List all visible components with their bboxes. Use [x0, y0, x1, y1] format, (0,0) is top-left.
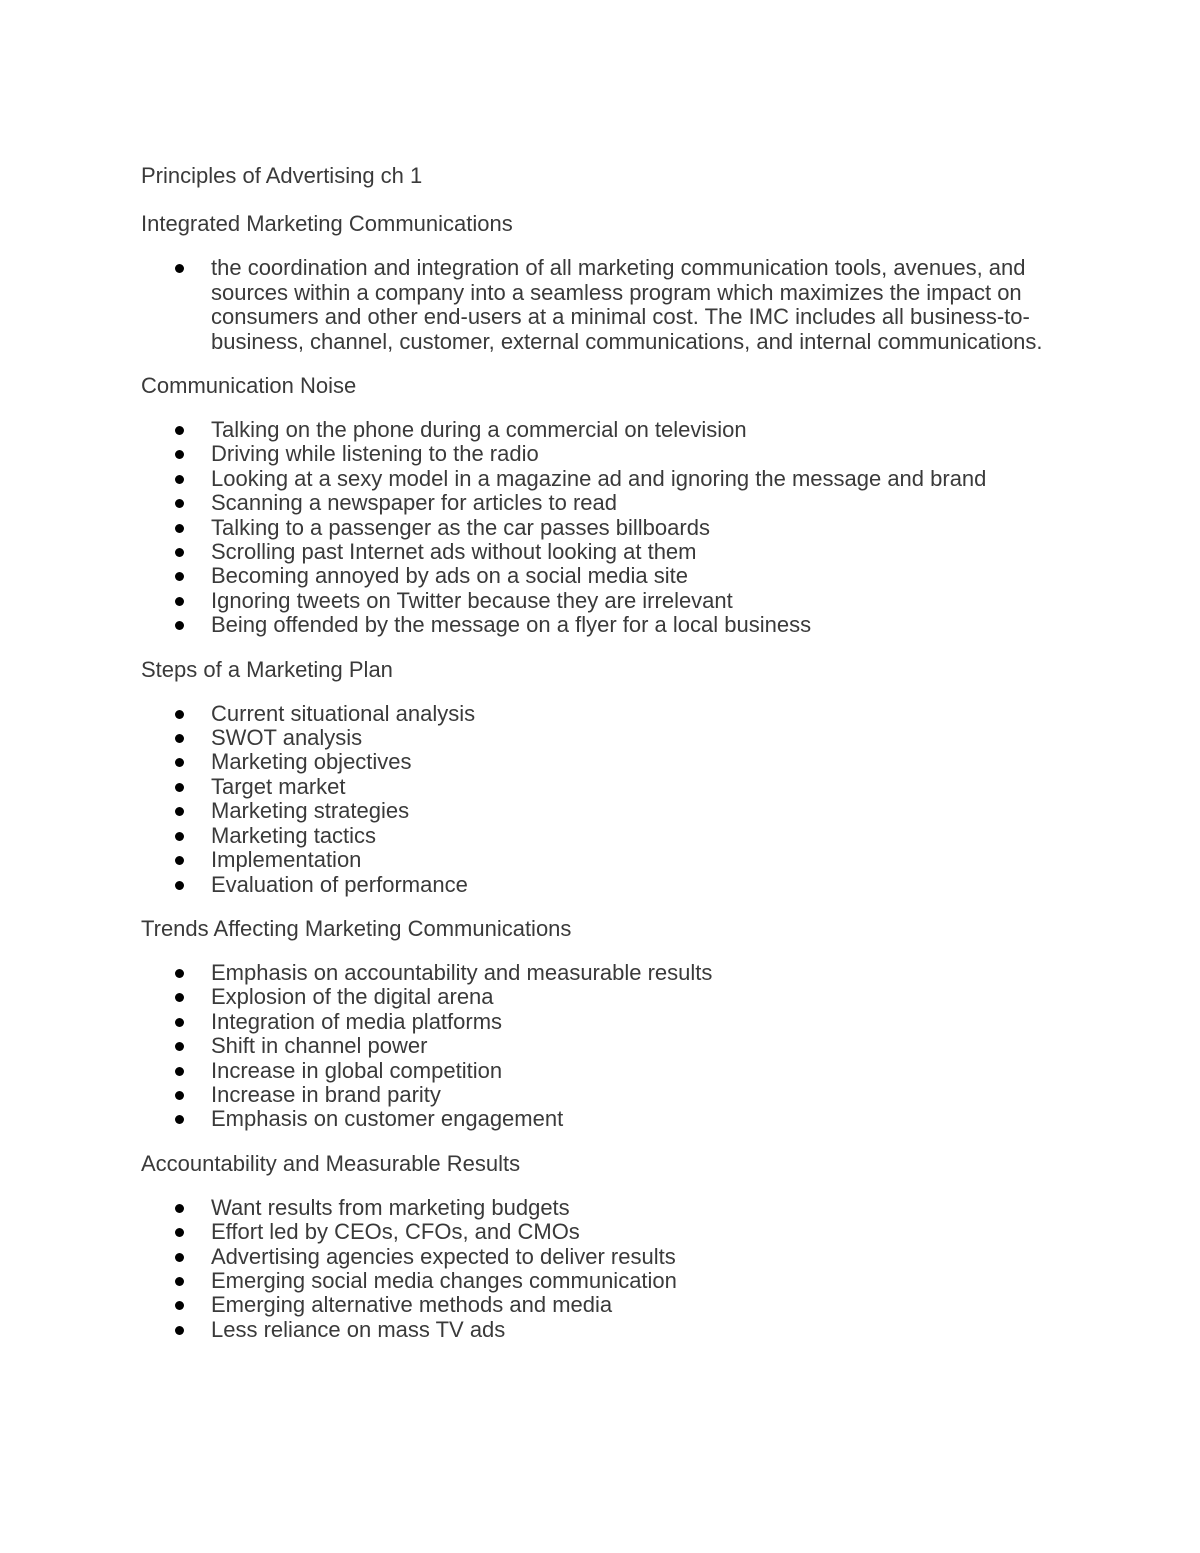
- list-item-text: Talking to a passenger as the car passes billboards: [211, 514, 710, 540]
- section-heading: Integrated Marketing Communications: [141, 211, 513, 236]
- list-item: [141, 1293, 1081, 1317]
- list-item-text: Want results from marketing budgets: [211, 1194, 570, 1220]
- bullet-list: [141, 418, 1081, 638]
- bullet-icon: [175, 734, 184, 743]
- list-item: [141, 873, 1081, 897]
- list-item: [141, 1245, 1081, 1269]
- list-item-text: Shift in channel power: [211, 1033, 428, 1059]
- list-item: [141, 516, 1081, 540]
- list-item-text: Emphasis on accountability and measurable results: [211, 959, 713, 985]
- list-item-text: Ignoring tweets on Twitter because they are irrelevant: [211, 587, 733, 613]
- list-item-text: Less reliance on mass TV ads: [211, 1316, 506, 1342]
- list-item: [141, 985, 1081, 1009]
- list-item: [141, 824, 1081, 848]
- bullet-icon: [175, 1115, 184, 1124]
- list-item: [141, 848, 1081, 872]
- list-item: [141, 1010, 1081, 1034]
- list-item-text: Implementation: [211, 847, 362, 873]
- list-item-text: Scanning a newspaper for articles to read: [211, 490, 618, 516]
- list-item: [141, 1059, 1081, 1083]
- list-item-text: Integration of media platforms: [211, 1008, 503, 1034]
- document-section: [141, 208, 1081, 354]
- list-item-text: Emphasis on customer engagement: [211, 1106, 564, 1132]
- bullet-icon: [175, 807, 184, 816]
- bullet-icon: [175, 475, 184, 484]
- list-item-text: Becoming annoyed by ads on a social media site: [211, 563, 688, 589]
- list-item: [141, 702, 1081, 726]
- bullet-icon: [175, 450, 184, 459]
- list-item: [141, 1083, 1081, 1107]
- list-item-text: Effort led by CEOs, CFOs, and CMOs: [211, 1219, 580, 1245]
- list-item-text: Being offended by the message on a flyer for a local business: [211, 612, 812, 638]
- bullet-icon: [175, 597, 184, 606]
- bullet-icon: [175, 710, 184, 719]
- list-item: [141, 418, 1081, 442]
- list-item: [141, 961, 1081, 985]
- list-item-text: Current situational analysis: [211, 700, 476, 726]
- bullet-icon: [175, 758, 184, 767]
- list-item-text: Talking on the phone during a commercial on television: [211, 417, 747, 442]
- list-item: [141, 775, 1081, 799]
- bullet-icon: [175, 499, 184, 508]
- bullet-icon: [175, 572, 184, 581]
- document-section: [141, 1148, 1081, 1342]
- list-item: [141, 750, 1081, 774]
- list-item-text: Looking at a sexy model in a magazine ad and ignoring the message and brand: [211, 465, 987, 491]
- bullet-icon: [175, 783, 184, 792]
- list-item: [141, 1196, 1081, 1220]
- section-heading: Trends Affecting Marketing Communications: [141, 915, 572, 941]
- bullet-icon: [175, 264, 184, 273]
- bullet-icon: [175, 1301, 184, 1310]
- bullet-icon: [175, 1042, 184, 1051]
- list-item-text: Evaluation of performance: [211, 871, 468, 897]
- list-item-text: Increase in global competition: [211, 1057, 503, 1083]
- list-item: [141, 1034, 1081, 1058]
- list-item: [141, 613, 1081, 637]
- bullet-icon: [175, 548, 184, 557]
- bullet-icon: [175, 1326, 184, 1335]
- list-item: [141, 799, 1081, 823]
- list-item: [141, 467, 1081, 491]
- bullet-icon: [175, 1253, 184, 1262]
- bullet-icon: [175, 832, 184, 841]
- list-item: [141, 589, 1081, 613]
- list-item-text: Marketing objectives: [211, 749, 412, 775]
- document-section: [141, 654, 1081, 897]
- list-item-text: Marketing strategies: [211, 798, 410, 824]
- list-item-text: Advertising agencies expected to deliver results: [211, 1243, 676, 1269]
- list-item-text: Scrolling past Internet ads without looking at them: [211, 539, 697, 565]
- bullet-list: [141, 961, 1081, 1132]
- document-section: [141, 913, 1081, 1132]
- list-item: [141, 1318, 1081, 1342]
- list-item-text: Increase in brand parity: [211, 1081, 441, 1107]
- bullet-icon: [175, 621, 184, 630]
- section-heading: Steps of a Marketing Plan: [141, 656, 393, 682]
- bullet-icon: [175, 881, 184, 890]
- bullet-icon: [175, 1091, 184, 1100]
- list-item-text: SWOT analysis: [211, 725, 363, 751]
- section-heading: Accountability and Measurable Results: [141, 1150, 521, 1176]
- bullet-icon: [175, 1277, 184, 1286]
- list-item: [141, 726, 1081, 750]
- document-section: [141, 370, 1081, 638]
- bullet-icon: [175, 1204, 184, 1213]
- bullet-icon: [175, 856, 184, 865]
- list-item: [141, 1107, 1081, 1131]
- bullet-icon: [175, 1018, 184, 1027]
- list-item: [141, 442, 1081, 466]
- list-item-text: Emerging alternative methods and media: [211, 1292, 613, 1318]
- document-page: [141, 160, 1081, 1358]
- list-item-text: Driving while listening to the radio: [211, 441, 539, 467]
- list-item-text: Marketing tactics: [211, 822, 377, 848]
- bullet-icon: [175, 969, 184, 978]
- bullet-list: [141, 1196, 1081, 1342]
- bullet-icon: [175, 993, 184, 1002]
- bullet-icon: [175, 426, 184, 435]
- document-title: Principles of Advertising ch 1: [141, 163, 423, 188]
- bullet-list: [141, 702, 1081, 897]
- list-item: [141, 564, 1081, 588]
- bullet-icon: [175, 524, 184, 533]
- list-item: [141, 491, 1081, 515]
- bullet-icon: [175, 1228, 184, 1237]
- document-sections: [141, 208, 1081, 1342]
- list-item: [141, 1269, 1081, 1293]
- list-item: [141, 1220, 1081, 1244]
- list-item: [141, 540, 1081, 564]
- bullet-icon: [175, 1067, 184, 1076]
- list-item-text: Emerging social media changes communication: [211, 1267, 677, 1293]
- section-heading: Communication Noise: [141, 373, 357, 398]
- list-item-text: Explosion of the digital arena: [211, 984, 494, 1010]
- list-item: [141, 256, 1081, 354]
- list-item-text: Target market: [211, 773, 346, 799]
- bullet-list: [141, 256, 1081, 354]
- list-item-text: the coordination and integration of all marketing communication tools, avenues, and sources within a company into a seamless program which maximizes the impact on consumers and other end-users at a minimal cost. The IMC includes all business-to-business, channel, customer, external communications, and internal communications.: [211, 255, 1043, 354]
